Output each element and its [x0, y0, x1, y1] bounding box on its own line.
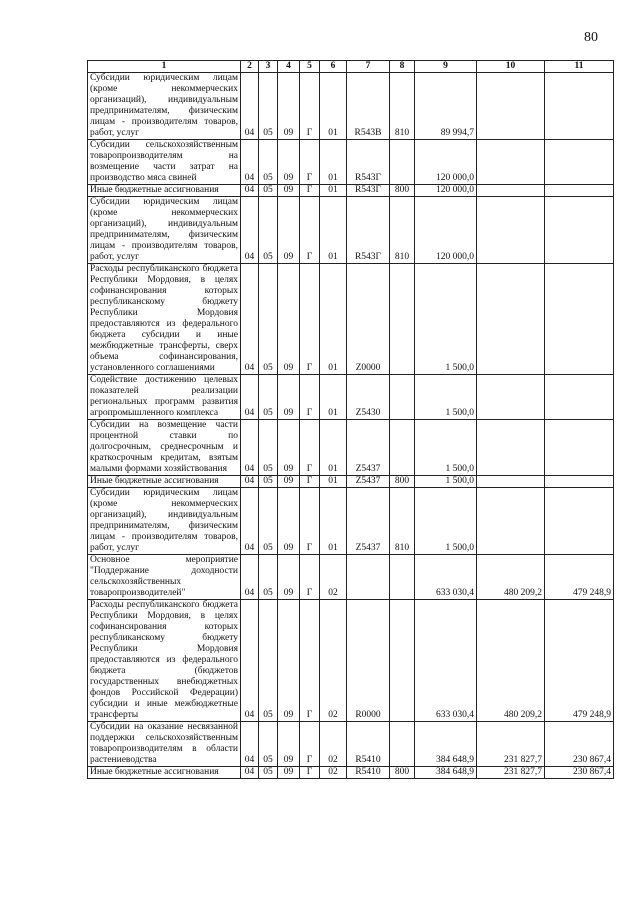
row-name-cell: Субсидии на оказание несвязанной поддержки сельскохозяйственным товаропроизводителям в области растениеводства	[88, 722, 241, 767]
value-cell-9: 1 500,0	[415, 476, 477, 488]
value-cell-11	[545, 264, 614, 375]
value-cell-2: 04	[241, 722, 259, 767]
value-cell-7: R543В	[347, 73, 390, 140]
row-name-cell: Расходы республиканского бюджета Республики Мордовия, в целях софинансирования которых республиканскому бюджету Республики Мордовия предоставляются из федерального бюджета (бюджетов государственных внебюджетных фондов Российской Федерации) субсидии и иные межбюджетные трансферты	[88, 600, 241, 722]
value-cell-3: 05	[259, 420, 278, 476]
budget-table	[87, 60, 614, 779]
value-cell-8	[390, 140, 415, 185]
row-name-cell: Субсидии юридическим лицам (кроме некоммерческих организаций), индивидуальным предпринимателям, физическим лицам - производителям товаров, работ, услуг	[88, 197, 241, 264]
header-row	[88, 61, 614, 73]
value-cell-11	[545, 375, 614, 420]
value-cell-11: 479 248,9	[545, 555, 614, 600]
value-cell-7: R0000	[347, 600, 390, 722]
value-cell-11	[545, 420, 614, 476]
table-row	[88, 140, 614, 185]
value-cell-3: 05	[259, 73, 278, 140]
value-cell-3: 05	[259, 197, 278, 264]
value-cell-10	[477, 476, 545, 488]
table-row	[88, 488, 614, 555]
value-cell-11: 230 867,4	[545, 722, 614, 767]
value-cell-9: 120 000,0	[415, 140, 477, 185]
table-row	[88, 197, 614, 264]
value-cell-8: 810	[390, 197, 415, 264]
header-cell: 2	[241, 61, 259, 73]
row-name-cell: Основное мероприятие "Поддержание доходности сельскохозяйственных товаропроизводителей"	[88, 555, 241, 600]
value-cell-8: 810	[390, 73, 415, 140]
value-cell-11	[545, 140, 614, 185]
value-cell-9: 633 030,4	[415, 555, 477, 600]
value-cell-5: Г	[300, 140, 320, 185]
value-cell-5: Г	[300, 476, 320, 488]
value-cell-4: 09	[278, 264, 300, 375]
value-cell-5: Г	[300, 197, 320, 264]
value-cell-10	[477, 488, 545, 555]
value-cell-4: 09	[278, 375, 300, 420]
value-cell-9: 120 000,0	[415, 185, 477, 197]
row-name-cell: Содействие достижению целевых показателей реализации региональных программ развития агропромышленного комплекса	[88, 375, 241, 420]
value-cell-2: 04	[241, 767, 259, 779]
value-cell-2: 04	[241, 197, 259, 264]
header-cell: 3	[259, 61, 278, 73]
header-cell: 7	[347, 61, 390, 73]
value-cell-6: 01	[320, 197, 347, 264]
value-cell-11	[545, 185, 614, 197]
value-cell-8: 800	[390, 476, 415, 488]
table-row	[88, 722, 614, 767]
value-cell-7: Z0000	[347, 264, 390, 375]
value-cell-2: 04	[241, 420, 259, 476]
value-cell-9: 633 030,4	[415, 600, 477, 722]
value-cell-7	[347, 555, 390, 600]
value-cell-9: 1 500,0	[415, 420, 477, 476]
table-row	[88, 555, 614, 600]
value-cell-5: Г	[300, 722, 320, 767]
value-cell-11	[545, 197, 614, 264]
value-cell-10	[477, 375, 545, 420]
value-cell-8	[390, 264, 415, 375]
value-cell-4: 09	[278, 767, 300, 779]
value-cell-10	[477, 140, 545, 185]
value-cell-3: 05	[259, 488, 278, 555]
row-name-cell: Субсидии юридическим лицам (кроме некоммерческих организаций), индивидуальным предпринимателям, физическим лицам - производителям товаров, работ, услуг	[88, 73, 241, 140]
value-cell-7: Z5437	[347, 420, 390, 476]
value-cell-2: 04	[241, 140, 259, 185]
value-cell-8	[390, 722, 415, 767]
value-cell-11	[545, 476, 614, 488]
value-cell-9: 384 648,9	[415, 767, 477, 779]
value-cell-7: Z5437	[347, 476, 390, 488]
header-cell: 10	[477, 61, 545, 73]
value-cell-6: 01	[320, 73, 347, 140]
value-cell-4: 09	[278, 476, 300, 488]
value-cell-6: 01	[320, 476, 347, 488]
table-row	[88, 185, 614, 197]
value-cell-10: 231 827,7	[477, 767, 545, 779]
value-cell-3: 05	[259, 476, 278, 488]
value-cell-7: R5410	[347, 767, 390, 779]
value-cell-10: 231 827,7	[477, 722, 545, 767]
value-cell-11: 230 867,4	[545, 767, 614, 779]
header-cell: 5	[300, 61, 320, 73]
value-cell-7: R543Г	[347, 197, 390, 264]
value-cell-2: 04	[241, 73, 259, 140]
row-name-cell: Субсидии сельскохозяйственным товаропроизводителям на возмещение части затрат на производство мяса свиней	[88, 140, 241, 185]
value-cell-2: 04	[241, 375, 259, 420]
header-cell: 1	[88, 61, 241, 73]
value-cell-9: 384 648,9	[415, 722, 477, 767]
value-cell-6: 02	[320, 767, 347, 779]
header-cell: 8	[390, 61, 415, 73]
value-cell-9: 89 994,7	[415, 73, 477, 140]
header-cell: 4	[278, 61, 300, 73]
header-cell: 9	[415, 61, 477, 73]
value-cell-7: R543Г	[347, 185, 390, 197]
value-cell-2: 04	[241, 185, 259, 197]
value-cell-2: 04	[241, 264, 259, 375]
row-name-cell: Иные бюджетные ассигнования	[88, 767, 241, 779]
value-cell-3: 05	[259, 600, 278, 722]
value-cell-8	[390, 420, 415, 476]
value-cell-3: 05	[259, 185, 278, 197]
table-row	[88, 73, 614, 140]
value-cell-10	[477, 420, 545, 476]
value-cell-10	[477, 185, 545, 197]
value-cell-2: 04	[241, 555, 259, 600]
value-cell-6: 02	[320, 600, 347, 722]
value-cell-10	[477, 264, 545, 375]
value-cell-9: 120 000,0	[415, 197, 477, 264]
value-cell-5: Г	[300, 73, 320, 140]
value-cell-3: 05	[259, 767, 278, 779]
value-cell-8	[390, 555, 415, 600]
value-cell-10	[477, 197, 545, 264]
row-name-cell: Расходы республиканского бюджета Республики Мордовия, в целях софинансирования которых республиканскому бюджету Республики Мордовия предоставляются из федерального бюджета субсидии и иные межбюджетные трансферты, сверх объема софинансирования, установленного соглашениями	[88, 264, 241, 375]
value-cell-4: 09	[278, 197, 300, 264]
value-cell-10: 480 209,2	[477, 555, 545, 600]
value-cell-4: 09	[278, 420, 300, 476]
table-row	[88, 375, 614, 420]
value-cell-4: 09	[278, 488, 300, 555]
value-cell-9: 1 500,0	[415, 264, 477, 375]
value-cell-5: Г	[300, 555, 320, 600]
value-cell-3: 05	[259, 722, 278, 767]
value-cell-5: Г	[300, 264, 320, 375]
value-cell-4: 09	[278, 600, 300, 722]
value-cell-3: 05	[259, 264, 278, 375]
value-cell-11	[545, 73, 614, 140]
row-name-cell: Субсидии на возмещение части процентной ставки по долгосрочным, среднесрочным и краткосрочным кредитам, взятым малыми формами хозяйствования	[88, 420, 241, 476]
row-name-cell: Иные бюджетные ассигнования	[88, 185, 241, 197]
table-row	[88, 600, 614, 722]
value-cell-3: 05	[259, 140, 278, 185]
table-row	[88, 264, 614, 375]
value-cell-6: 01	[320, 185, 347, 197]
value-cell-9: 1 500,0	[415, 488, 477, 555]
value-cell-8: 800	[390, 767, 415, 779]
value-cell-6: 02	[320, 722, 347, 767]
value-cell-7: R543Г	[347, 140, 390, 185]
value-cell-9: 1 500,0	[415, 375, 477, 420]
value-cell-7: Z5437	[347, 488, 390, 555]
value-cell-6: 01	[320, 488, 347, 555]
value-cell-2: 04	[241, 600, 259, 722]
value-cell-4: 09	[278, 140, 300, 185]
value-cell-2: 04	[241, 476, 259, 488]
page-number: 80	[584, 30, 598, 45]
table-row	[88, 420, 614, 476]
value-cell-7: R5410	[347, 722, 390, 767]
value-cell-4: 09	[278, 73, 300, 140]
value-cell-5: Г	[300, 767, 320, 779]
value-cell-4: 09	[278, 555, 300, 600]
value-cell-7: Z5430	[347, 375, 390, 420]
value-cell-5: Г	[300, 488, 320, 555]
row-name-cell: Иные бюджетные ассигнования	[88, 476, 241, 488]
value-cell-8: 800	[390, 185, 415, 197]
table-row	[88, 767, 614, 779]
header-cell: 11	[545, 61, 614, 73]
row-name-cell: Субсидии юридическим лицам (кроме некоммерческих организаций), индивидуальным предпринимателям, физическим лицам - производителям товаров, работ, услуг	[88, 488, 241, 555]
value-cell-2: 04	[241, 488, 259, 555]
header-cell: 6	[320, 61, 347, 73]
value-cell-6: 01	[320, 420, 347, 476]
value-cell-3: 05	[259, 375, 278, 420]
value-cell-4: 09	[278, 722, 300, 767]
value-cell-10	[477, 73, 545, 140]
value-cell-5: Г	[300, 185, 320, 197]
value-cell-8: 810	[390, 488, 415, 555]
value-cell-4: 09	[278, 185, 300, 197]
value-cell-5: Г	[300, 420, 320, 476]
value-cell-10: 480 209,2	[477, 600, 545, 722]
value-cell-3: 05	[259, 555, 278, 600]
table-row	[88, 476, 614, 488]
value-cell-11: 479 248,9	[545, 600, 614, 722]
value-cell-5: Г	[300, 375, 320, 420]
value-cell-11	[545, 488, 614, 555]
value-cell-6: 02	[320, 555, 347, 600]
value-cell-5: Г	[300, 600, 320, 722]
value-cell-6: 01	[320, 264, 347, 375]
value-cell-8	[390, 600, 415, 722]
value-cell-8	[390, 375, 415, 420]
value-cell-6: 01	[320, 375, 347, 420]
value-cell-6: 01	[320, 140, 347, 185]
